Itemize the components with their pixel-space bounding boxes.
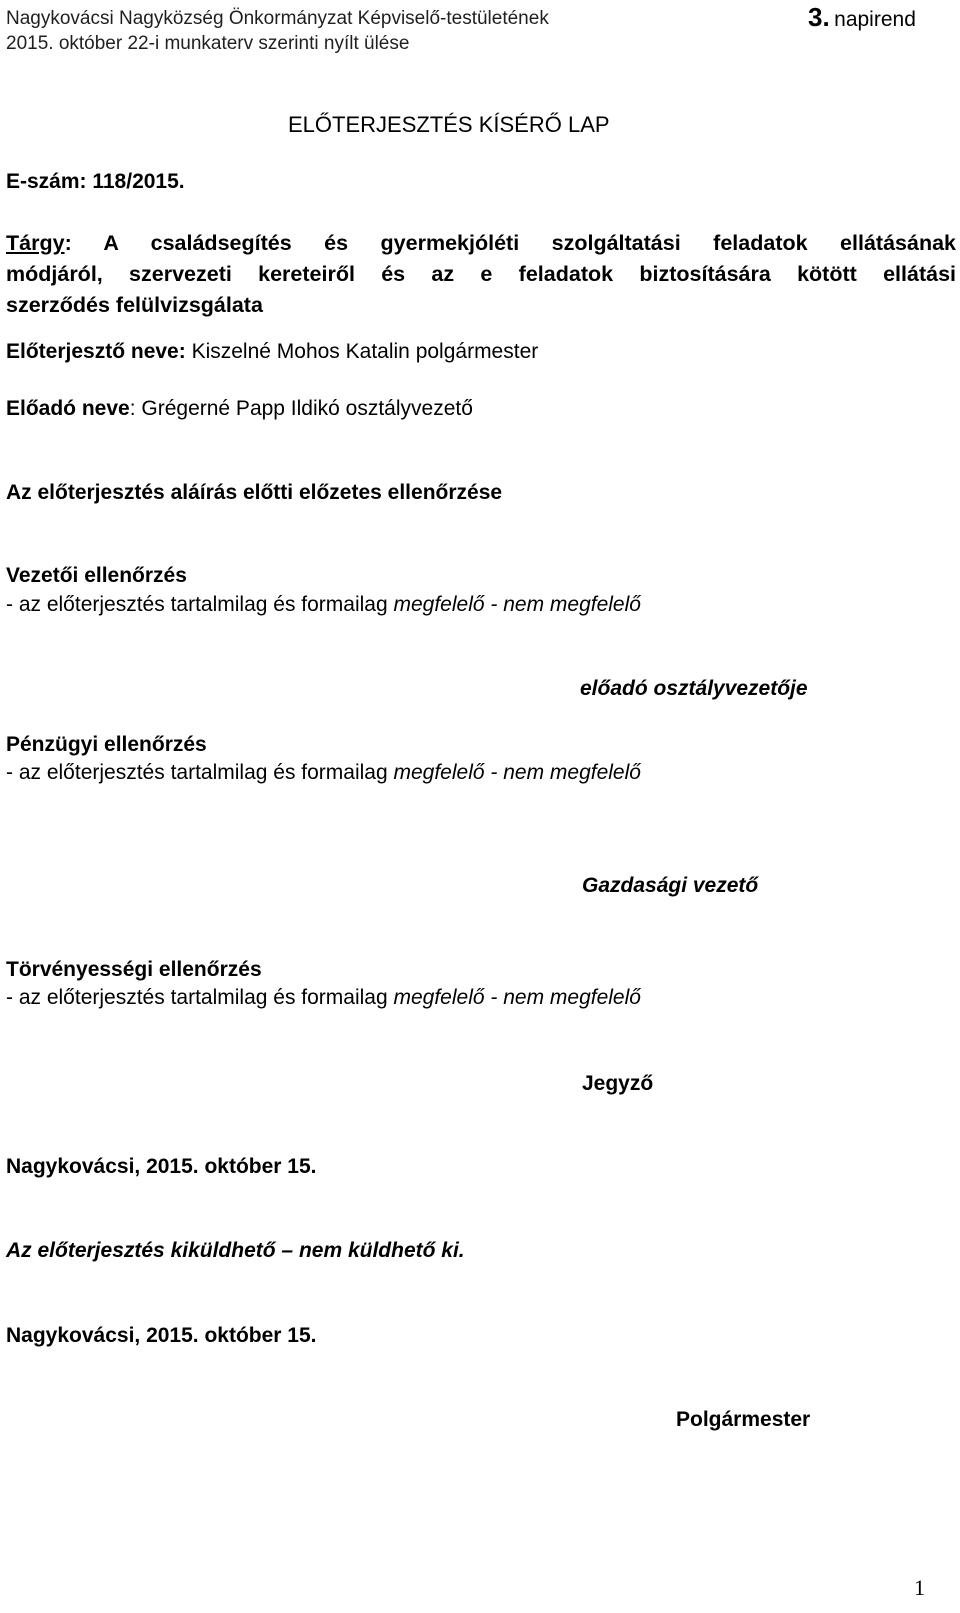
page-title: ELŐTERJESZTÉS KÍSÉRŐ LAP: [288, 112, 610, 137]
napirend-label: [808, 2, 916, 33]
management-review-options: megfelelő - nem megfelelő: [393, 593, 641, 616]
header-line-1: Nagykovácsi Nagyközség Önkormányzat Képviselő-testületének: [6, 8, 549, 29]
date-2: Nagykovácsi, 2015. október 15.: [6, 1324, 317, 1347]
mayor-signer: Polgármester: [676, 1408, 811, 1431]
e-szam: E-szám: 118/2015.: [6, 170, 185, 193]
subject-block: [6, 228, 956, 321]
speaker-row: Előadó neve: Grégerné Papp Ildikó osztályvezető: [6, 397, 473, 420]
legality-review-signer: Jegyző: [582, 1072, 654, 1095]
presenter-row: [6, 340, 538, 364]
subject-text-1: A családsegítés és gyermekjóléti szolgáltatási feladatok ellátásának: [71, 231, 956, 255]
subject-line-3: szerződés felülvizsgálata: [6, 293, 263, 317]
management-review-heading: Vezetői ellenőrzés: [6, 564, 187, 587]
napirend-number: 3.: [808, 2, 830, 32]
napirend-word: napirend: [834, 8, 916, 31]
header-line-2: 2015. október 22-i munkaterv szerinti nyílt ülése: [6, 33, 410, 54]
financial-review-signer: Gazdasági vezető: [582, 874, 759, 897]
page-number: 1: [914, 1575, 925, 1600]
speaker-label: Előadó neve: [6, 397, 130, 420]
legality-review-options: megfelelő - nem megfelelő: [393, 986, 641, 1009]
management-review-signer: előadó osztályvezetője: [580, 677, 808, 700]
legality-review-line: - az előterjesztés tartalmilag és formailag megfelelő - nem megfelelő: [6, 986, 641, 1009]
subject-label: Tárgy: [6, 231, 65, 255]
review-heading: Az előterjesztés aláírás előtti előzetes ellenőrzése: [6, 481, 503, 504]
presenter-value: Kiszelné Mohos Katalin polgármester: [185, 340, 539, 363]
dispatch-yes: Az előterjesztés kiküldhető: [6, 1239, 276, 1262]
financial-review-options: megfelelő - nem megfelelő: [393, 761, 641, 784]
dispatch-statement: Az előterjesztés kiküldhető – nem küldhető ki.: [6, 1239, 465, 1262]
financial-review-heading: Pénzügyi ellenőrzés: [6, 733, 207, 756]
management-review-line: - az előterjesztés tartalmilag és formailag megfelelő - nem megfelelő: [6, 593, 641, 616]
financial-review-line: - az előterjesztés tartalmilag és formailag megfelelő - nem megfelelő: [6, 761, 641, 784]
legality-review-heading: Törvényességi ellenőrzés: [6, 958, 262, 981]
presenter-label: Előterjesztő neve:: [6, 340, 186, 363]
speaker-value: Grégerné Papp Ildikó osztályvezető: [135, 397, 473, 420]
dispatch-no: nem küldhető ki.: [298, 1239, 465, 1262]
subject-line-2: módjáról, szervezeti kereteiről és az e feladatok biztosítására kötött ellátási: [6, 262, 956, 286]
subject-line-1: Tárgy: A családsegítés és gyermekjóléti szolgáltatási feladatok ellátásának: [6, 231, 956, 255]
date-1: Nagykovácsi, 2015. október 15.: [6, 1155, 317, 1178]
